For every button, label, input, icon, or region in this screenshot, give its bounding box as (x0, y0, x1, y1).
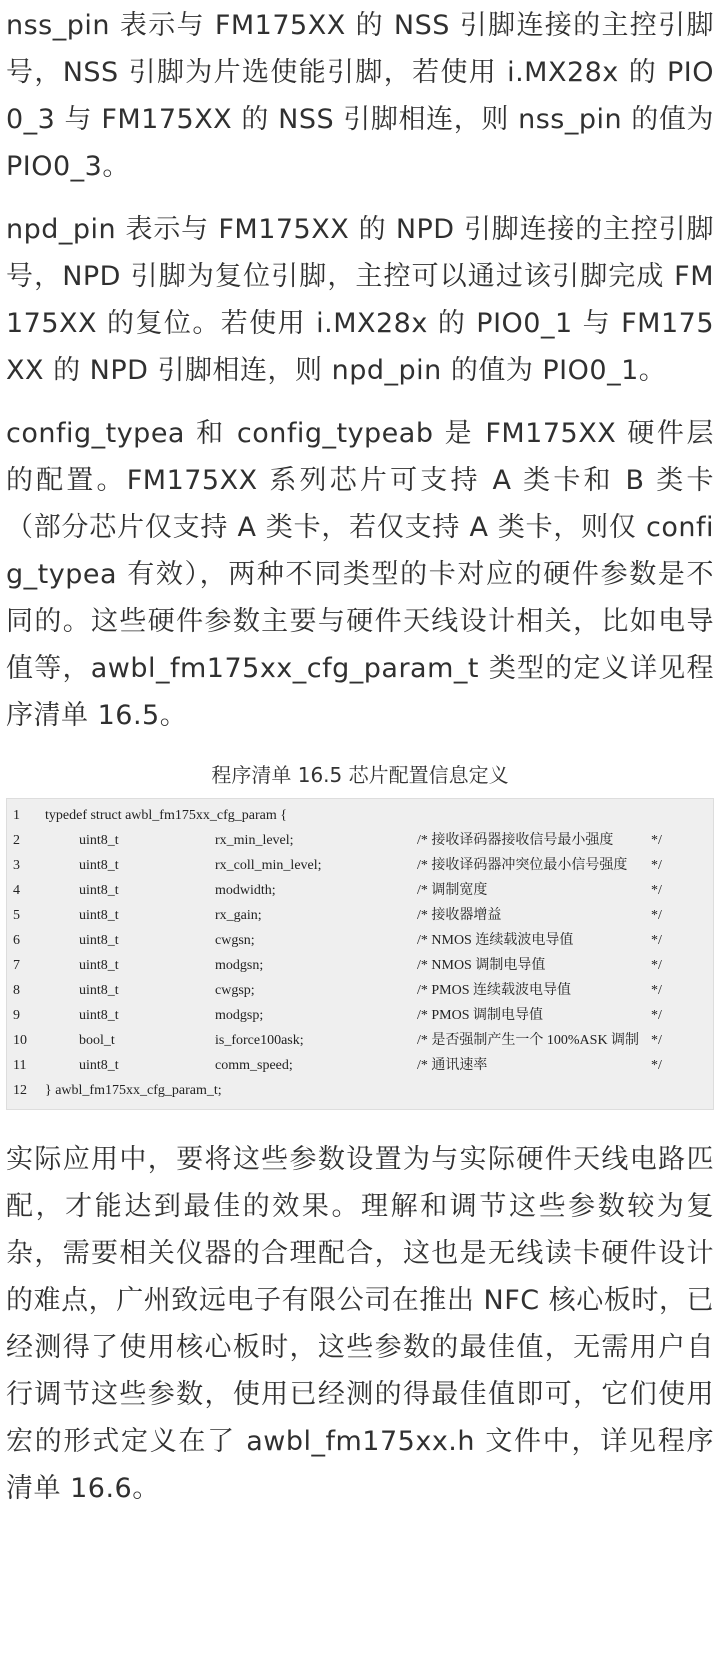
code-field: modwidth; (215, 883, 276, 898)
code-comment: /* PMOS 调制电导值 (417, 1008, 544, 1023)
code-comment: /* 接收器增益 (417, 908, 502, 923)
line-number: 3 (13, 858, 20, 873)
code-type: uint8_t (79, 833, 119, 848)
code-comment-end: */ (651, 1033, 662, 1048)
code-type: uint8_t (79, 933, 119, 948)
paragraph-config-type: config_typea 和 config_typeab 是 FM175XX 硬件层的配置。FM175XX 系列芯片可支持 A 类卡和 B 类卡（部分芯片仅支持 A 类卡，若仅支持 A 类卡，则仅 config_typea 有效），两种不同类型的卡对应的硬件参数是不同的。这些硬件参数主要与硬件天线设计相关，比如电导值等，awbl_fm175xx_cfg_param_t 类型的定义详见程序清单 16.5。 (6, 418, 714, 731)
code-type: uint8_t (79, 958, 119, 973)
code-type: uint8_t (79, 883, 119, 898)
line-number: 11 (13, 1058, 27, 1073)
code-comment: /* NMOS 连续载波电导值 (417, 933, 574, 948)
code-type: uint8_t (79, 858, 119, 873)
code-line (7, 953, 713, 978)
code-comment-end: */ (651, 983, 662, 998)
code-type: uint8_t (79, 908, 119, 923)
line-number: 5 (13, 908, 20, 923)
code-field: is_force100ask; (215, 1033, 304, 1048)
line-number: 4 (13, 883, 20, 898)
code-comment: /* 通讯速率 (417, 1058, 488, 1073)
code-comment: /* 是否强制产生一个 100%ASK 调制 (417, 1033, 640, 1048)
code-comment-end: */ (651, 883, 662, 898)
code-line (7, 828, 713, 853)
code-comment-end: */ (651, 908, 662, 923)
code-line (7, 903, 713, 928)
code-comment-end: */ (651, 1058, 662, 1073)
code-field: rx_coll_min_level; (215, 858, 322, 873)
code-line (7, 1053, 713, 1078)
code-comment: /* 接收译码器接收信号最小强度 (417, 833, 614, 848)
code-field: rx_gain; (215, 908, 262, 923)
code-listing-title: 程序清单 16.5 芯片配置信息定义 (211, 763, 509, 787)
line-number: 7 (13, 958, 20, 973)
code-field: modgsp; (215, 1008, 264, 1023)
code-field: comm_speed; (215, 1058, 293, 1073)
code-text: } awbl_fm175xx_cfg_param_t; (45, 1083, 222, 1098)
code-line (7, 1003, 713, 1028)
code-type: uint8_t (79, 1058, 119, 1073)
code-line (7, 878, 713, 903)
code-comment: /* PMOS 连续载波电导值 (417, 983, 572, 998)
code-type: uint8_t (79, 1008, 119, 1023)
code-field: modgsn; (215, 958, 264, 973)
code-comment: /* 接收译码器冲突位最小信号强度 (417, 858, 628, 873)
code-comment-end: */ (651, 858, 662, 873)
code-line (7, 1078, 713, 1103)
code-type: uint8_t (79, 983, 119, 998)
code-line (7, 803, 713, 828)
code-comment-end: */ (651, 1008, 662, 1023)
code-type: bool_t (79, 1033, 115, 1048)
line-number: 6 (13, 933, 20, 948)
code-line (7, 853, 713, 878)
code-field: cwgsn; (215, 933, 255, 948)
line-number: 10 (13, 1033, 27, 1048)
line-number: 1 (13, 808, 20, 823)
code-field: cwgsp; (215, 983, 255, 998)
code-listing (6, 798, 714, 1110)
code-comment-end: */ (651, 958, 662, 973)
line-number: 12 (13, 1083, 27, 1098)
code-comment-end: */ (651, 933, 662, 948)
line-number: 2 (13, 833, 20, 848)
line-number: 9 (13, 1008, 20, 1023)
code-line (7, 1028, 713, 1053)
code-line (7, 928, 713, 953)
code-text: typedef struct awbl_fm175xx_cfg_param { (45, 808, 287, 823)
code-field: rx_min_level; (215, 833, 294, 848)
code-line (7, 978, 713, 1003)
code-comment: /* NMOS 调制电导值 (417, 958, 546, 973)
paragraph-nss-pin: nss_pin 表示与 FM175XX 的 NSS 引脚连接的主控引脚号，NSS 引脚为片选使能引脚，若使用 i.MX28x 的 PIO0_3 与 FM175XX 的 NSS 引脚相连，则 nss_pin 的值为 PIO0_3。 (6, 10, 714, 182)
line-number: 8 (13, 983, 20, 998)
code-comment: /* 调制宽度 (417, 883, 488, 898)
paragraph-practical-application: 实际应用中，要将这些参数设置为与实际硬件天线电路匹配，才能达到最佳的效果。理解和调节这些参数较为复杂，需要相关仪器的合理配合，这也是无线读卡硬件设计的难点，广州致远电子有限公司在推出 NFC 核心板时，已经测得了使用核心板时，这些参数的最佳值，无需用户自行调节这些参数，使用已经测的得最佳值即可，它们使用宏的形式定义在了 awbl_fm175xx.h 文件中，详见程序清单 16.6。 (6, 1144, 714, 1504)
code-comment-end: */ (651, 833, 662, 848)
paragraph-npd-pin: npd_pin 表示与 FM175XX 的 NPD 引脚连接的主控引脚号，NPD 引脚为复位引脚，主控可以通过该引脚完成 FM175XX 的复位。若使用 i.MX28x 的 PIO0_1 与 FM175XX 的 NPD 引脚相连，则 npd_pin 的值为 PIO0_1。 (6, 214, 714, 386)
